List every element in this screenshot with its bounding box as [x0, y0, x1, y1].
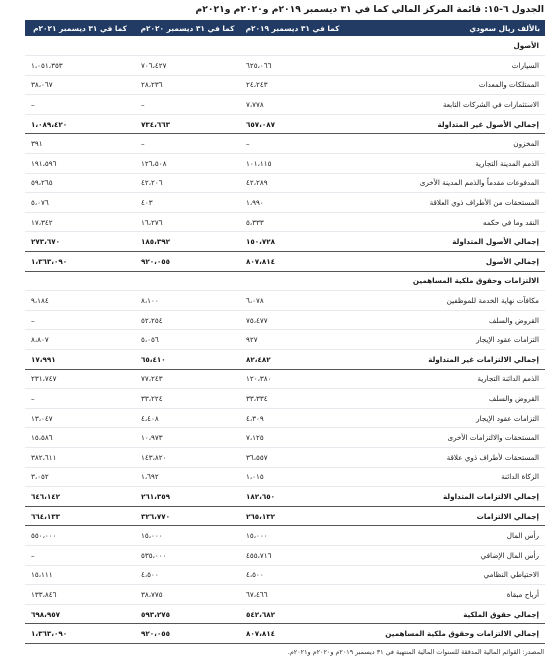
value-2021: ٣٨٢،٦١١ — [25, 447, 135, 467]
header-2021: كما في ٣١ ديسمبر ٢٠٢١م — [25, 20, 135, 36]
value-2019: ٥،٣٣٣ — [240, 212, 345, 232]
value-2019: ١٠١،١١٥ — [240, 154, 345, 174]
value-2020: ٦٥،٤١٠ — [135, 350, 240, 370]
row-label: الزكاة الدائنة — [345, 467, 545, 487]
value-2021: ٥٩،٢٦٥ — [25, 173, 135, 193]
table-row — [25, 75, 545, 95]
value-2021: ٦٤٦،١٤٢ — [25, 487, 135, 507]
value-2021: ١٧،٣٤٢ — [25, 212, 135, 232]
row-label: الاحتياطي النظامي — [345, 565, 545, 585]
row-label: أرباح مبقاة — [345, 585, 545, 605]
total-row — [25, 506, 545, 526]
value-2019: ١٥،٠٠٠ — [240, 526, 345, 546]
value-2021: – — [25, 95, 135, 115]
row-label: التزامات عقود الإيجار — [345, 330, 545, 350]
value-2019: ٤٢،٢٨٩ — [240, 173, 345, 193]
row-label: إجمالي الالتزامات وحقوق ملكية المساهمين — [345, 624, 545, 644]
value-2019: ١٢٠،٣٨٠ — [240, 369, 345, 389]
value-2021: ١،٠٨٩،٤٢٠ — [25, 114, 135, 134]
value-2021: ٦٦٤،١٣٣ — [25, 506, 135, 526]
value-2020: ٢٨،٢٣٦ — [135, 75, 240, 95]
value-2020: ٨،١٠٠ — [135, 291, 240, 311]
value-2020: ٥٣٥،٠٠٠ — [135, 545, 240, 565]
value-2021: ٥،٠٧٦ — [25, 193, 135, 213]
value-2019: ٦٥٧،٠٨٧ — [240, 114, 345, 134]
header-label-column: بالألف ريال سعودي — [345, 20, 545, 36]
value-2020: ٩٢٠،٠٥٥ — [135, 624, 240, 644]
value-2019: ٨٢،٤٨٢ — [240, 350, 345, 370]
value-2021: – — [25, 545, 135, 565]
value-2019: ١٥٠،٧٢٨ — [240, 232, 345, 252]
row-label: المدفوعات مقدماً والذمم المدينة الأخرى — [345, 173, 545, 193]
section-row — [25, 36, 545, 56]
table-row — [25, 212, 545, 232]
table-row — [25, 545, 545, 565]
row-label: الأصول — [345, 36, 545, 56]
value-2020: ٤،٥٠٠ — [135, 565, 240, 585]
value-2019: ٥٤٢،٦٨٢ — [240, 604, 345, 624]
row-label: المستحقات من الأطراف ذوي العلاقة — [345, 193, 545, 213]
value-2019: ٦،٠٧٨ — [240, 291, 345, 311]
value-2020 — [135, 36, 240, 56]
row-label: الالتزامات وحقوق ملكية المساهمين — [345, 271, 545, 291]
source-note: المصدر: القوائم المالية المدققة للسنوات المالية المنتهية في ٣١ ديسمبر ٢٠١٩م و٢٠٢٠م و٢٠٢١م. — [287, 648, 544, 656]
value-2019: ٢٦٥،١٣٢ — [240, 506, 345, 526]
value-2020: ٣٢٦،٧٧٠ — [135, 506, 240, 526]
value-2021 — [25, 36, 135, 56]
value-2020: ١،٦٩٢ — [135, 467, 240, 487]
row-label: الممتلكات والمعدات — [345, 75, 545, 95]
total-row — [25, 624, 545, 644]
row-label: المستحقات لأطراف ذوي علاقة — [345, 447, 545, 467]
row-label: مكافآت نهاية الخدمة للموظفين — [345, 291, 545, 311]
value-2021: ١٥،٥٨٦ — [25, 428, 135, 448]
value-2019: ٧٥،٤٧٧ — [240, 310, 345, 330]
value-2019: ٤٥٥،٧١٦ — [240, 545, 345, 565]
row-label: إجمالي الالتزامات المتداولة — [345, 487, 545, 507]
table-row — [25, 369, 545, 389]
value-2021: ٢٣١،٧٤٧ — [25, 369, 135, 389]
row-label: رأس المال — [345, 526, 545, 546]
value-2021: ١،٠٥١،٣٥٣ — [25, 56, 135, 76]
header-2020: كما في ٣١ ديسمبر ٢٠٢٠م — [135, 20, 240, 36]
value-2021 — [25, 271, 135, 291]
table-row — [25, 428, 545, 448]
value-2021: – — [25, 310, 135, 330]
value-2020: ٤٠٣ — [135, 193, 240, 213]
value-2021: ٨،٨٠٧ — [25, 330, 135, 350]
section-row — [25, 271, 545, 291]
value-2021: ٥٥٠،٠٠٠ — [25, 526, 135, 546]
row-label: الذمم المدينة التجارية — [345, 154, 545, 174]
total-row — [25, 604, 545, 624]
value-2020: ٧٧،٢٤٣ — [135, 369, 240, 389]
value-2020: ٢٦١،٣٥٩ — [135, 487, 240, 507]
value-2020: ٤،٤٠٨ — [135, 408, 240, 428]
table-row — [25, 585, 545, 605]
value-2020: ١٢٦،٥٠٨ — [135, 154, 240, 174]
table-row — [25, 154, 545, 174]
value-2021: ٩،١٨٤ — [25, 291, 135, 311]
table-row — [25, 291, 545, 311]
row-label: النقد وما في حكمه — [345, 212, 545, 232]
value-2020: ٧٣٤،٦٦٣ — [135, 114, 240, 134]
value-2020: ٧٠٦،٤٢٧ — [135, 56, 240, 76]
value-2019: ٣٣،٣٣٤ — [240, 389, 345, 409]
value-2021: ٦٩٨،٩٥٧ — [25, 604, 135, 624]
table-row — [25, 56, 545, 76]
row-label: إجمالي الالتزامات — [345, 506, 545, 526]
value-2021: ١٥،١١١ — [25, 565, 135, 585]
row-label: الاستثمارات في الشركات التابعة — [345, 95, 545, 115]
table-row — [25, 330, 545, 350]
value-2019: ٧،٧٧٨ — [240, 95, 345, 115]
row-label: التزامات عقود الإيجار — [345, 408, 545, 428]
table-row — [25, 408, 545, 428]
table-row — [25, 95, 545, 115]
value-2019: ١،٩٩٠ — [240, 193, 345, 213]
value-2019: ٧،١٢٥ — [240, 428, 345, 448]
table-row — [25, 193, 545, 213]
value-2020: ١٨٥،٣٩٢ — [135, 232, 240, 252]
total-row — [25, 252, 545, 272]
value-2019: ٤،٥٠٠ — [240, 565, 345, 585]
total-row — [25, 232, 545, 252]
value-2020: ١٤٣،٨٢٠ — [135, 447, 240, 467]
row-label: السيارات — [345, 56, 545, 76]
value-2020: ٥،٠٥٦ — [135, 330, 240, 350]
total-row — [25, 114, 545, 134]
table-row — [25, 565, 545, 585]
value-2019: ٦٢٥،٠٦٦ — [240, 56, 345, 76]
value-2020: ٣٨،٧٧٥ — [135, 585, 240, 605]
value-2020: ٥٢،٢٥٤ — [135, 310, 240, 330]
row-label: إجمالي الأصول — [345, 252, 545, 272]
value-2021: – — [25, 389, 135, 409]
row-label: إجمالي حقوق الملكية — [345, 604, 545, 624]
row-label: المستحقات والالتزامات الأخرى — [345, 428, 545, 448]
value-2021: ١٧،٩٩١ — [25, 350, 135, 370]
row-label: القروض والسلف — [345, 310, 545, 330]
row-label: رأس المال الإضافي — [345, 545, 545, 565]
table-title: الجدول ٦-١٥: قائمة المركز المالي كما في ٣١ ديسمبر ٢٠١٩م و٢٠٢٠م و٢٠٢١م — [195, 4, 544, 15]
value-2019: ٨٠٧،٨١٤ — [240, 624, 345, 644]
balance-sheet-table — [25, 20, 545, 644]
total-row — [25, 350, 545, 370]
row-label: إجمالي الالتزامات غير المتداولة — [345, 350, 545, 370]
value-2019: ٤،٣٠٩ — [240, 408, 345, 428]
value-2020: ١٦،٢٧٦ — [135, 212, 240, 232]
value-2019: ٢٤،٢٤٣ — [240, 75, 345, 95]
value-2021: ٣٨،٠٦٧ — [25, 75, 135, 95]
value-2019: ١،٠١٥ — [240, 467, 345, 487]
value-2021: ١،٣٦٣،٠٩٠ — [25, 624, 135, 644]
value-2019 — [240, 36, 345, 56]
value-2020: ٣٣،٢٢٤ — [135, 389, 240, 409]
table-row — [25, 447, 545, 467]
value-2020: ٩٢٠،٠٥٥ — [135, 252, 240, 272]
table-row — [25, 310, 545, 330]
value-2019: ٦٧،٤٦٦ — [240, 585, 345, 605]
table-row — [25, 467, 545, 487]
table-row — [25, 134, 545, 154]
value-2020: ٥٩٣،٢٧٥ — [135, 604, 240, 624]
value-2019: ٣٦،٥٥٧ — [240, 447, 345, 467]
row-label: المخزون — [345, 134, 545, 154]
table-header-row — [25, 20, 545, 36]
value-2020: – — [135, 134, 240, 154]
table-row — [25, 526, 545, 546]
row-label: الذمم الدائنة التجارية — [345, 369, 545, 389]
total-row — [25, 487, 545, 507]
table-body — [25, 36, 545, 643]
value-2021: ١٣،٠٤٧ — [25, 408, 135, 428]
value-2020: ١٥،٠٠٠ — [135, 526, 240, 546]
value-2020: – — [135, 95, 240, 115]
row-label: القروض والسلف — [345, 389, 545, 409]
table-row — [25, 389, 545, 409]
value-2020: ٤٢،٢٠٦ — [135, 173, 240, 193]
value-2020 — [135, 271, 240, 291]
row-label: إجمالي الأصول المتداولة — [345, 232, 545, 252]
table-row — [25, 173, 545, 193]
row-label: إجمالي الأصول غير المتداولة — [345, 114, 545, 134]
value-2021: ١،٣٦٣،٠٩٠ — [25, 252, 135, 272]
value-2019: ١٨٢،٦٥٠ — [240, 487, 345, 507]
value-2021: ١٣٣،٨٤٦ — [25, 585, 135, 605]
value-2021: ٣،٠٥٢ — [25, 467, 135, 487]
value-2019: ٩٢٧ — [240, 330, 345, 350]
value-2019 — [240, 271, 345, 291]
value-2019: ٨٠٧،٨١٤ — [240, 252, 345, 272]
value-2021: ١٩١،٥٩٦ — [25, 154, 135, 174]
value-2020: ١٠،٩٧٣ — [135, 428, 240, 448]
value-2021: ٣٩١ — [25, 134, 135, 154]
header-2019: كما في ٣١ ديسمبر ٢٠١٩م — [240, 20, 345, 36]
value-2019: – — [240, 134, 345, 154]
value-2021: ٢٧٣،٦٧٠ — [25, 232, 135, 252]
